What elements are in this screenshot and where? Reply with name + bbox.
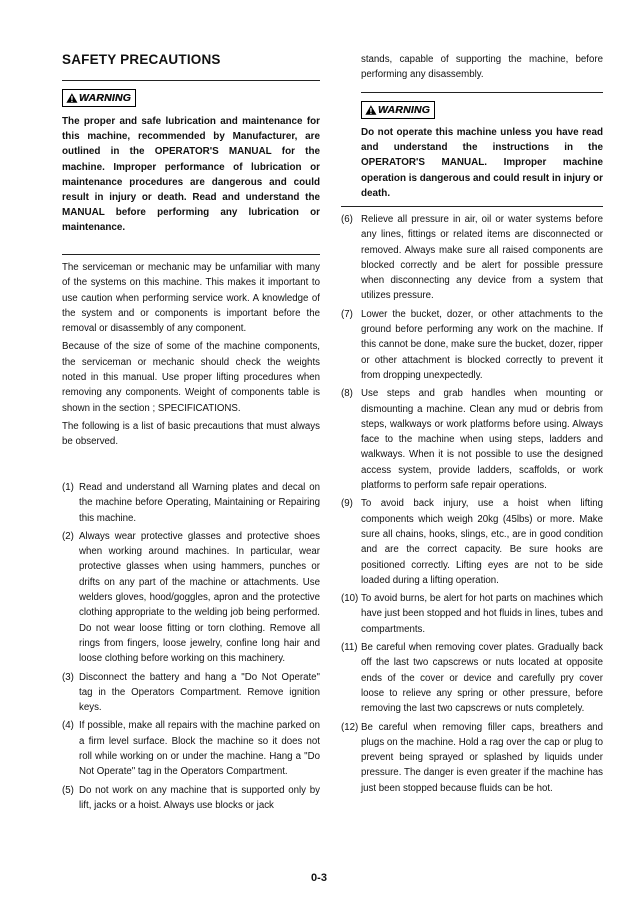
page-number: 0-3 bbox=[311, 872, 327, 884]
item-text: Do not work on any machine that is supported only by lift, jacks or a hoist. Always use blocks or jack bbox=[79, 784, 320, 811]
item-text: To avoid burns, be alert for hot parts on machines which have just been stopped and hot fluids in lines, tubes and compartments. bbox=[361, 593, 603, 635]
item-text: Be careful when removing filler caps, breathers and plugs on the machine. Hold a rag over the cap or plug to prevent being sprayed or splashed by liquids under pressure. The danger is even greater if the machine has just been stopped because fluids can be hot. bbox=[361, 721, 603, 794]
item-text: Use steps and grab handles when mounting or dismounting a machine. Clean any mud or debris from steps, walkways or work platforms before using. Always face to the machine when using steps, ladders and walkways. When it is not possible to use the designed access system, provide ladders, scaffolds, or work platforms to perform safe repair operations. bbox=[361, 388, 603, 492]
precaution-list-left bbox=[62, 480, 320, 816]
item-text: Lower the bucket, dozer, or other attachments to the ground before performing any work on the machine. If this cannot be done, make sure the bucket, dozer, ripper or other attachment is blocked correctly to prevent it from dropping unexpectedly. bbox=[361, 308, 603, 381]
list-item bbox=[62, 718, 320, 779]
warning-triangle-icon bbox=[365, 103, 377, 117]
item-number: (8) bbox=[341, 388, 353, 400]
continuation-text bbox=[361, 52, 603, 86]
list-item bbox=[341, 720, 603, 796]
warning-rule-left bbox=[62, 254, 320, 255]
item-number: (3) bbox=[62, 671, 74, 683]
list-item bbox=[341, 307, 603, 383]
paragraph-intro-2: Because of the size of some of the machine components, the serviceman or mechanic should check the weights noted in this manual. Use proper lifting procedures when removing any components. Weight of components table is shown in the section ; SPECIFICATIONS. bbox=[62, 341, 320, 414]
warning-label: WARNING bbox=[377, 104, 430, 116]
paragraph-intro-1: The serviceman or mechanic may be unfamiliar with many of the systems on this machine. This makes it important to use caution when performing service work. A knowledge of the system and or components is important before the removal or disassembly of any component. bbox=[62, 262, 320, 335]
continuation-paragraph: stands, capable of supporting the machine, before performing any disassembly. bbox=[361, 54, 603, 81]
warning-text-right: Do not operate this machine unless you have read and understand the instructions in the OPERATOR'S MANUAL. Improper machine operation is dangerous and could result in injury or death. bbox=[361, 127, 603, 199]
title-rule bbox=[62, 80, 320, 81]
intro-text bbox=[62, 260, 320, 453]
list-item bbox=[62, 783, 320, 814]
item-number: (12) bbox=[341, 721, 359, 733]
list-item bbox=[341, 640, 603, 716]
list-item bbox=[62, 670, 320, 716]
list-item bbox=[341, 496, 603, 588]
warning-badge-right bbox=[361, 101, 435, 119]
item-text: Be careful when removing cover plates. Gradually back off the last two capscrews or nuts located at opposite ends of the cover or device and carefully pry cover loose to relieve any spring or other pressure, before removing the last two capscrews or nuts completely. bbox=[361, 642, 603, 715]
list-item bbox=[62, 529, 320, 667]
continuation-rule bbox=[361, 92, 603, 93]
item-text: Read and understand all Warning plates and decal on the machine before Operating, Maintaining or Repairing this machine. bbox=[79, 482, 320, 524]
item-number: (11) bbox=[341, 642, 358, 654]
item-text: If possible, make all repairs with the machine parked on a firm level surface. Block the machine so it does not roll while working on or under the machine. Hang a "Do Not Operate" tag in the Operators Compartment. bbox=[79, 720, 320, 778]
warning-text-left: The proper and safe lubrication and maintenance for this machine, recommended by Manufacturer, are outlined in the OPERATOR'S MANUAL for the machine. Improper performance of lubrication or maintenance procedures are dangerous and could result in injury or death. Read and understand the MANUAL before performing any lubrication or maintenance. bbox=[62, 116, 320, 234]
item-number: (4) bbox=[62, 720, 74, 732]
item-text: Relieve all pressure in air, oil or water systems before any lines, fittings or related items are disconnected or removed. Always make sure all raised components are blocked correctly and be alert for possible pressure when disconnecting any device from a system that utilizes pressure. bbox=[361, 214, 603, 302]
list-item bbox=[341, 212, 603, 304]
item-number: (5) bbox=[62, 784, 74, 796]
item-number: (10) bbox=[341, 593, 359, 605]
paragraph-intro-3: The following is a list of basic precautions that must always be observed. bbox=[62, 420, 320, 448]
list-item bbox=[341, 591, 603, 637]
item-number: (1) bbox=[62, 482, 74, 493]
warning-triangle-icon bbox=[66, 91, 78, 105]
item-text: Always wear protective glasses and protective shoes when working around machines. In particular, wear protective glasses when using hammers, punches or drifts on any part of the machine or attachments. Use welders gloves, hood/goggles, apron and the protective clothing appropriate to the welding job being performed. Do not wear loose fitting or torn clothing. Remove all rings from fingers, loose jewelry, confine long hair and loose clothing before working on this machinery. bbox=[79, 530, 320, 665]
precaution-list-right bbox=[341, 212, 603, 799]
item-number: (7) bbox=[341, 308, 353, 320]
item-number: (2) bbox=[62, 530, 74, 542]
item-text: Disconnect the battery and hang a "Do Not Operate" tag in the Operators Compartment. Remove ignition keys. bbox=[79, 671, 320, 714]
page-title: SAFETY PRECAUTIONS bbox=[62, 52, 221, 67]
item-text: To avoid back injury, use a hoist when lifting components which weigh 20kg (45lbs) or more. Make sure all chains, hooks, slings, etc., are in good condition and are the correct capacity. Be sure hooks are positioned correctly. Lifting eyes are not to be side loaded during a lifting operation. bbox=[361, 498, 603, 586]
item-number: (6) bbox=[341, 214, 353, 225]
warning-label: WARNING bbox=[78, 92, 131, 104]
item-number: (9) bbox=[341, 498, 353, 510]
warning-rule-right bbox=[341, 206, 603, 207]
list-item bbox=[62, 480, 320, 526]
list-item bbox=[341, 386, 603, 493]
warning-badge-left bbox=[62, 89, 136, 107]
